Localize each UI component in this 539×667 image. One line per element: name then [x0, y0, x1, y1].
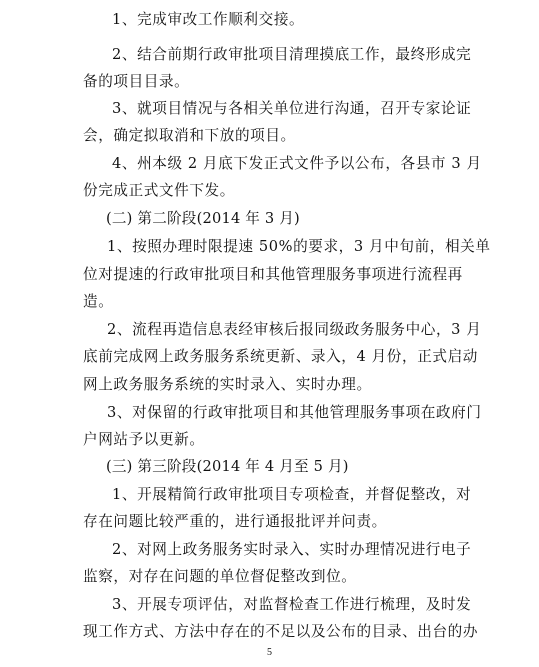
text-line: 1、开展精简行政审批项目专项检查，并督促整改，对 — [112, 486, 472, 503]
text-line: 网上政务服务系统的实时录入、实时办理。 — [83, 376, 372, 393]
text-line: 造。 — [83, 293, 114, 310]
text-line: 监察，对存在问题的单位督促整改到位。 — [83, 568, 357, 585]
text-line: 2、结合前期行政审批项目清理摸底工作，最终形成完 — [112, 46, 472, 63]
text-line: 2、流程再造信息表经审核后报同级政务服务中心，3 月 — [107, 321, 482, 338]
text-line: 户网站予以更新。 — [83, 431, 205, 448]
text-line: 1、完成审改工作顺利交接。 — [112, 11, 305, 28]
text-line: 底前完成网上政务服务系统更新、录入，4 月份，正式启动 — [83, 348, 478, 365]
text-line: 4、州本级 2 月底下发正式文件予以公布，各县市 3 月 — [112, 155, 482, 172]
text-line: 位对提速的行政审批项目和其他管理服务事项进行流程再 — [83, 266, 463, 283]
text-line: 份完成正式文件下发。 — [83, 182, 235, 199]
text-line: 备的项目目录。 — [83, 73, 190, 90]
text-line: 3、就项目情况与各相关单位进行沟通，召开专家论证 — [112, 100, 472, 117]
text-line: 2、对网上政务服务实时录入、实时办理情况进行电子 — [112, 541, 472, 558]
text-line: 会，确定拟取消和下放的项目。 — [83, 127, 296, 144]
text-line: 3、对保留的行政审批项目和其他管理服务事项在政府门 — [107, 404, 482, 421]
text-line: 3、开展专项评估，对监督检查工作进行梳理，及时发 — [112, 596, 472, 613]
page-number: 5 — [267, 647, 272, 658]
section-heading: (三) 第三阶段(2014 年 4 月至 5 月) — [106, 458, 349, 475]
text-line: 1、按照办理时限提速 50%的要求，3 月中旬前，相关单 — [107, 238, 491, 255]
text-line: 现工作方式、方法中存在的不足以及公布的目录、出台的办 — [83, 623, 479, 640]
section-heading: (二) 第二阶段(2014 年 3 月) — [106, 210, 300, 227]
text-line: 存在问题比较严重的，进行通报批评并问责。 — [83, 513, 387, 530]
